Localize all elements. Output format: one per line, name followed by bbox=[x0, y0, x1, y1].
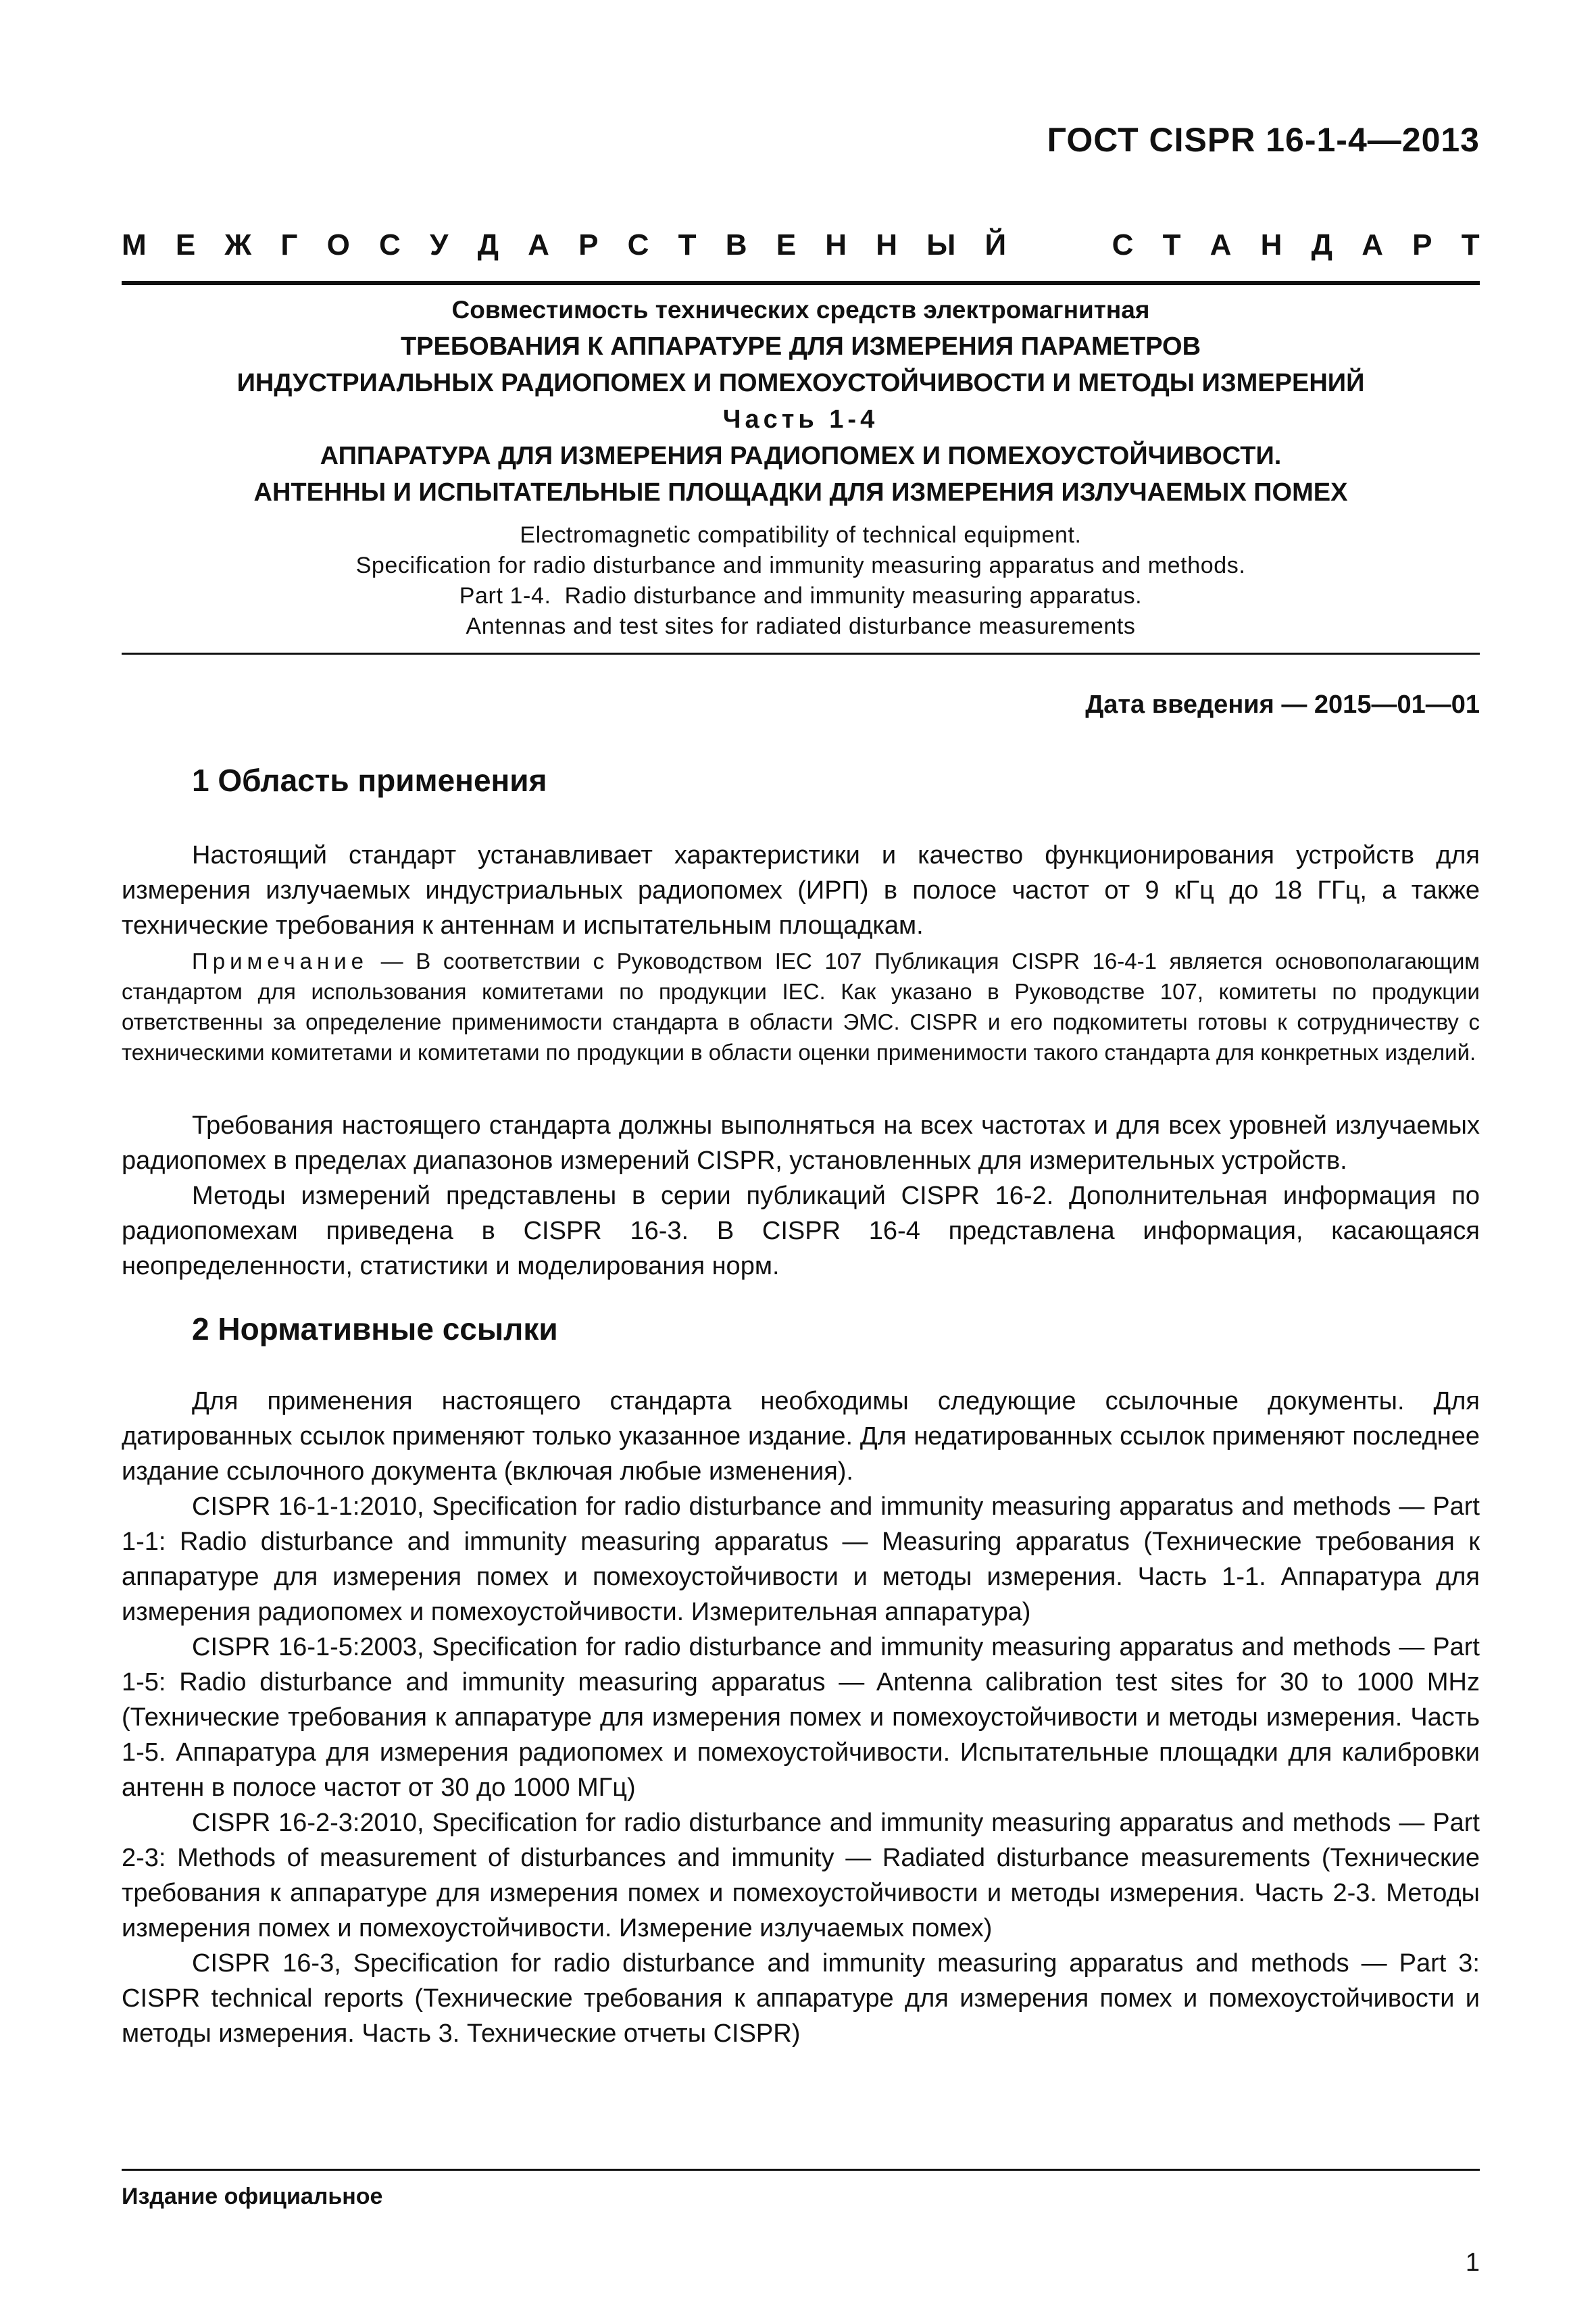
official-edition-label: Издание официальное bbox=[122, 2184, 383, 2209]
letter: Т bbox=[1461, 228, 1480, 261]
letter: У bbox=[429, 228, 449, 261]
letter: Н bbox=[825, 228, 847, 261]
letter: Р bbox=[578, 228, 599, 261]
letter: С bbox=[379, 228, 401, 261]
letter: Р bbox=[1412, 228, 1432, 261]
letter: Д bbox=[477, 228, 499, 261]
letter: М bbox=[122, 228, 147, 261]
english-title-line: Electromagnetic compatibility of technical equipment. bbox=[520, 522, 1082, 548]
title-line: ИНДУСТРИАЛЬНЫХ РАДИОПОМЕХ И ПОМЕХОУСТОЙЧИВОСТИ И МЕТОДЫ ИЗМЕРЕНИЙ bbox=[236, 369, 1365, 397]
letter: А bbox=[1362, 228, 1383, 261]
letter: Н bbox=[1260, 228, 1282, 261]
part-title-line: АНТЕННЫ И ИСПЫТАТЕЛЬНЫЕ ПЛОЩАДКИ ДЛЯ ИЗМЕРЕНИЯ ИЗЛУЧАЕМЫХ ПОМЕХ bbox=[253, 478, 1348, 507]
letter: Е bbox=[776, 228, 797, 261]
letter: Ы bbox=[926, 228, 956, 261]
footer-divider bbox=[122, 2169, 1480, 2171]
english-title bbox=[122, 520, 1480, 642]
reference-entry: CISPR 16-1-1:2010, Specification for radio disturbance and immunity measuring apparatus and methods — Part 1-1: Radio disturbance and immunity measuring apparatus — Measuring apparatus (Технические требования к аппаратуре для измерения помех и помехоустойчивости и методы измерения. Часть 1-1. Аппаратура для измерения радиопомех и помехоустойчивости. Измерительная аппаратура) bbox=[122, 1492, 1480, 1626]
letter: О bbox=[326, 228, 350, 261]
letter: Т bbox=[1162, 228, 1181, 261]
title-divider bbox=[122, 653, 1480, 655]
paragraph: Требования настоящего стандарта должны выполняться на всех частотах и для всех уровней излучаемых радиопомех в пределах диапазонов измерений CISPR, установленных для измерительных устройств. bbox=[122, 1111, 1480, 1175]
letter: Д bbox=[1311, 228, 1332, 261]
letter: Ж bbox=[224, 228, 252, 261]
part-title-line: АППАРАТУРА ДЛЯ ИЗМЕРЕНИЯ РАДИОПОМЕХ И ПОМЕХОУСТОЙЧИВОСТИ. bbox=[320, 442, 1282, 470]
letter: Г bbox=[280, 228, 298, 261]
header-divider bbox=[122, 281, 1480, 285]
letter: С bbox=[1112, 228, 1134, 261]
letter: В bbox=[725, 228, 747, 261]
letter: А bbox=[528, 228, 549, 261]
letter: Т bbox=[678, 228, 697, 261]
letter: Е bbox=[175, 228, 196, 261]
introduction-date: Дата введения — 2015—01—01 bbox=[1085, 690, 1480, 719]
section-heading: 1 Область применения bbox=[192, 763, 547, 798]
title-block bbox=[122, 292, 1480, 642]
page-number: 1 bbox=[1465, 2248, 1480, 2277]
title-line: ТРЕБОВАНИЯ К АППАРАТУРЕ ДЛЯ ИЗМЕРЕНИЯ ПАРАМЕТРОВ bbox=[400, 332, 1201, 361]
document-code: ГОСТ CISPR 16-1-4—2013 bbox=[1047, 121, 1480, 159]
english-title-line: Antennas and test sites for radiated disturbance measurements bbox=[466, 613, 1136, 639]
paragraph: Методы измерений представлены в серии публикаций CISPR 16-2. Дополнительная информация по радиопомехам приведена в CISPR 16-3. В CISPR 16-4 представлена информация, касающаяся неопределенности, статистики и моделирования норм. bbox=[122, 1182, 1480, 1280]
section-1-para-1 bbox=[122, 838, 1480, 943]
letter: С bbox=[627, 228, 649, 261]
letter: Н bbox=[876, 228, 898, 261]
part-number: Часть 1-4 bbox=[722, 405, 879, 434]
reference-entry: CISPR 16-1-5:2003, Specification for radio disturbance and immunity measuring apparatus and methods — Part 1-5: Radio disturbance and immunity measuring apparatus — Antenna calibration test sites for 30 to 1000 MHz (Технические требования к аппаратуре для измерения помех и помехоустойчивости и методы измерения. Часть 1-5. Аппаратура для измерения радиопомех и помехоустойчивости. Испытательные площадки для калибровки антенн в полосе частот от 30 до 1000 МГц) bbox=[122, 1633, 1480, 1802]
standard-type-heading bbox=[122, 228, 1480, 262]
section-2-body bbox=[122, 1384, 1480, 2051]
note-paragraph bbox=[122, 946, 1480, 1067]
paragraph: Для применения настоящего стандарта необходимы следующие ссылочные документы. Для датированных ссылок применяют только указанное издание. Для недатированных ссылок применяют последнее издание ссылочного документа (включая любые изменения). bbox=[122, 1387, 1480, 1486]
letter: А bbox=[1210, 228, 1232, 261]
reference-entry: CISPR 16-2-3:2010, Specification for radio disturbance and immunity measuring apparatus and methods — Part 2-3: Methods of measurement of disturbances and immunity — Radiated disturbance measurements (Технические требования к аппаратуре для измерения помех и помехоустойчивости и методы измерения. Часть 2-3. Методы измерения помех и помехоустойчивости. Измерение излучаемых помех) bbox=[122, 1809, 1480, 1942]
section-1-para-2 bbox=[122, 1108, 1480, 1284]
document-page bbox=[122, 0, 1480, 2314]
paragraph: Настоящий стандарт устанавливает характеристики и качество функционирования устройств для измерения излучаемых индустриальных радиопомех (ИРП) в полосе частот от 9 кГц до 18 ГГц, а также технические требования к антеннам и испытательным площадкам. bbox=[122, 841, 1480, 940]
reference-entry: CISPR 16-3, Specification for radio disturbance and immunity measuring apparatus and methods — Part 3: CISPR technical reports (Технические требования к аппаратуре для измерения помех и помехоустойчивости и методы измерения. Часть 3. Технические отчеты CISPR) bbox=[122, 1949, 1480, 2048]
english-title-line: Specification for radio disturbance and immunity measuring apparatus and methods. bbox=[355, 553, 1246, 578]
section-heading: 2 Нормативные ссылки bbox=[192, 1311, 558, 1347]
english-title-line: Part 1-4. Radio disturbance and immunity measuring apparatus. bbox=[459, 583, 1143, 609]
letter: Й bbox=[984, 228, 1007, 261]
word-gap bbox=[1035, 228, 1082, 262]
note-text: — В соответствии с Руководством IEC 107 Публикация CISPR 16-4-1 является основополагающим стандартом для использования комитетами по продукции IEC. Как указано в Руководстве 107, комитеты по продукции ответственны за определение применимости стандарта в области ЭМС. CISPR и его подкомитеты готовы к сотрудничеству с техническими комитетами и комитетами по продукции в области оценки применимости такого стандарта для конкретных изделий. bbox=[122, 949, 1480, 1065]
note-label: Примечание bbox=[192, 949, 369, 974]
subtitle: Совместимость технических средств электромагнитная bbox=[451, 296, 1150, 324]
note bbox=[122, 946, 1480, 1067]
